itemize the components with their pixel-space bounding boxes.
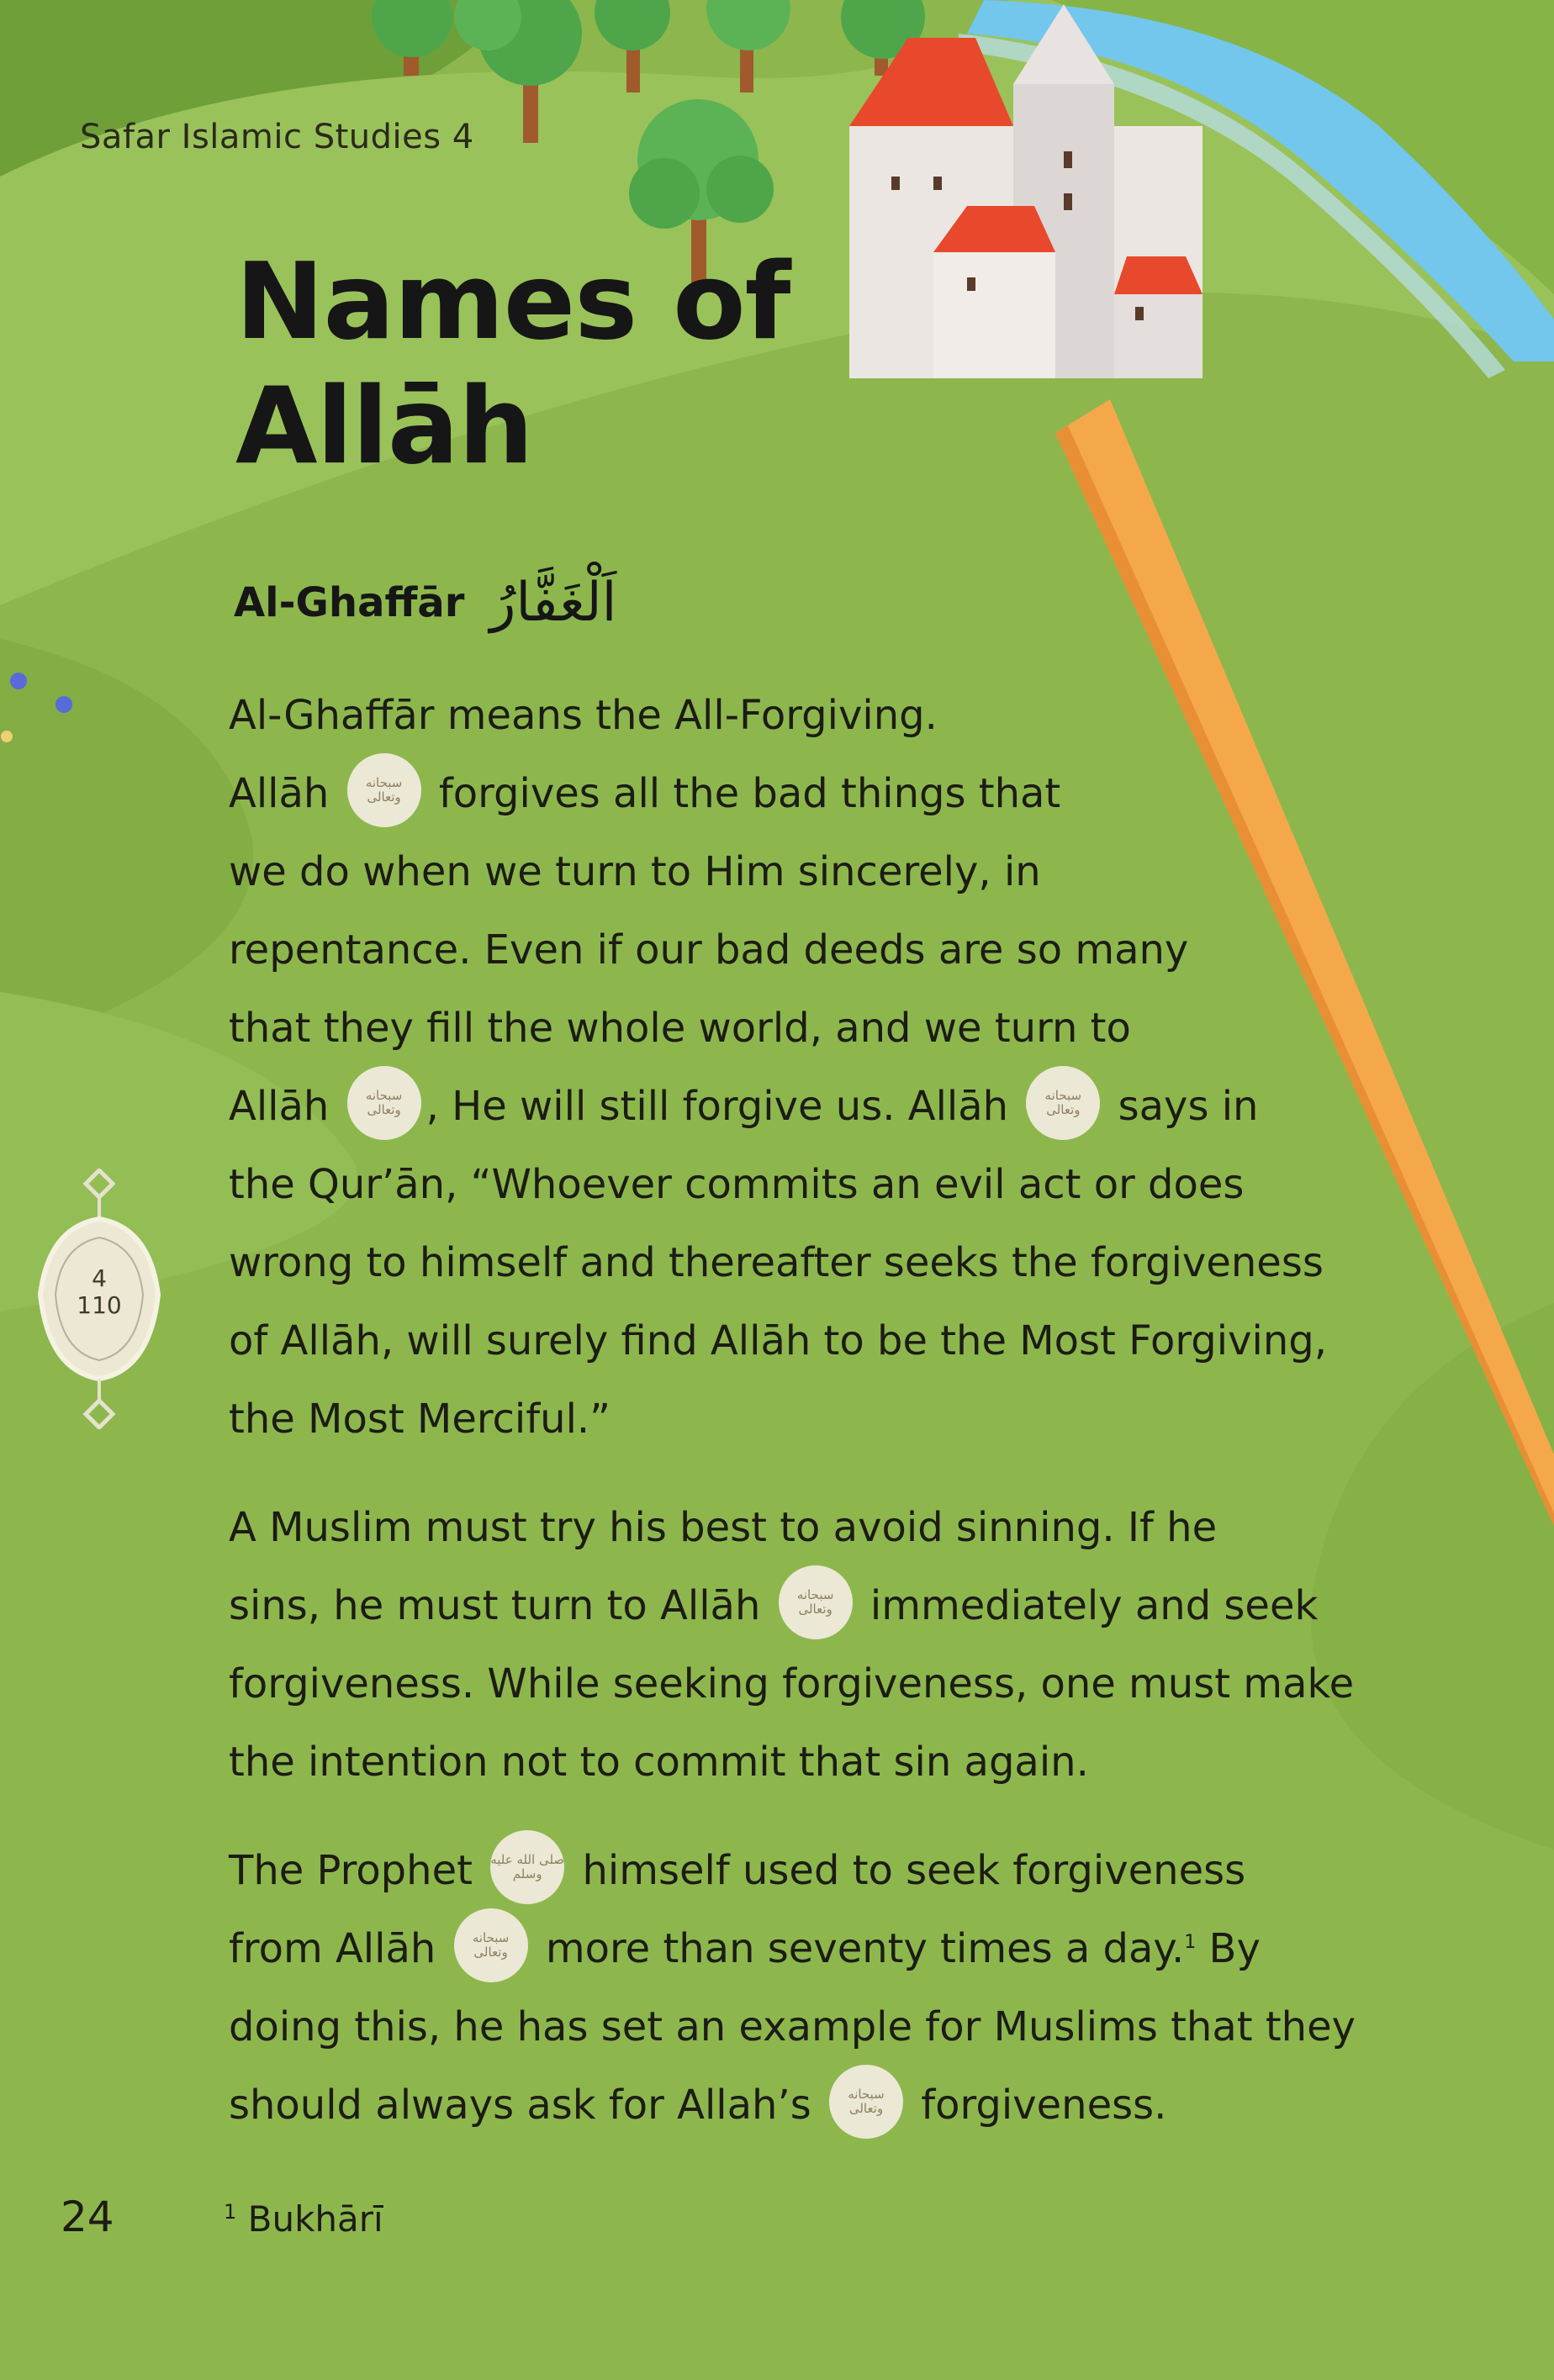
text-line: the intention not to commit that sin again. xyxy=(229,1739,1089,1786)
text-line: should always ask for Allah’s سبحانه وتعالى forgiveness. xyxy=(229,2066,1406,2145)
quran-reference xyxy=(49,1265,150,1319)
honorific-subhanahu-icon: سبحانه وتعالى xyxy=(779,1565,853,1639)
page-title xyxy=(235,240,824,488)
honorific-salla-icon: صلى الله عليه وسلم xyxy=(490,1830,564,1904)
text-line: Allāh سبحانه وتعالى forgives all the bad things that xyxy=(229,755,1406,833)
text-line: A Muslim must try his best to avoid sinning. If he xyxy=(229,1504,1218,1551)
honorific-subhanahu-icon: سبحانه وتعالى xyxy=(454,1908,528,1982)
page-title-line-2: Allāh xyxy=(235,364,533,488)
text-line: we do when we turn to Him sincerely, in xyxy=(229,848,1041,895)
honorific-subhanahu-icon: سبحانه وتعالى xyxy=(347,753,421,827)
text-line: that they fill the whole world, and we turn to xyxy=(229,1005,1131,1052)
name-transliteration: Al-Ghaffār xyxy=(234,579,465,626)
name-heading xyxy=(234,572,616,634)
footnote-text: Bukhārī xyxy=(247,2198,383,2240)
quran-reference-surah: 4 xyxy=(92,1264,107,1292)
text-line: wrong to himself and thereafter seeks the forgiveness xyxy=(229,1239,1324,1286)
text-line: of Allāh, will surely find Allāh to be the Most Forgiving, xyxy=(229,1317,1327,1364)
footnote-reference[interactable]: 1 xyxy=(1184,1932,1197,1953)
text-line: Allāh سبحانه وتعالى , He will still forgive us. Allāh سبحانه وتعالى says in xyxy=(229,1068,1406,1146)
quran-reference-ayah: 110 xyxy=(77,1291,122,1319)
text-line: forgiveness. While seeking forgiveness, one must make xyxy=(229,1660,1355,1707)
paragraph-2 xyxy=(229,1489,1406,1802)
honorific-subhanahu-icon: سبحانه وتعالى xyxy=(1026,1066,1100,1140)
text-line: Al-Ghaffār means the All-Forgiving. xyxy=(229,692,938,739)
text-line: the Qur’ān, “Whoever commits an evil act or does xyxy=(229,1161,1245,1208)
honorific-subhanahu-icon: سبحانه وتعالى xyxy=(347,1066,421,1140)
footnote xyxy=(224,2198,383,2240)
honorific-subhanahu-icon: سبحانه وتعالى xyxy=(829,2065,903,2139)
name-arabic: اَلْغَفَّارُ xyxy=(489,572,617,634)
text-line: repentance. Even if our bad deeds are so many xyxy=(229,926,1189,974)
text-line: doing this, he has set an example for Muslims that they xyxy=(229,2003,1356,2050)
body-text xyxy=(229,677,1406,2175)
series-title: Safar Islamic Studies 4 xyxy=(80,118,474,156)
text-line: The Prophet صلى الله عليه وسلم himself used to seek forgiveness xyxy=(229,1832,1406,1910)
text-line: the Most Merciful.” xyxy=(229,1396,611,1443)
paragraph-3 xyxy=(229,1832,1406,2145)
text-line: sins, he must turn to Allāh سبحانه وتعالى immediately and seek xyxy=(229,1567,1406,1645)
page-title-line-1: Names of xyxy=(235,240,790,363)
page-number: 24 xyxy=(61,2193,114,2241)
text-line: from Allāh سبحانه وتعالى more than seventy times a day.$^1$ By xyxy=(229,1910,1406,1988)
paragraph-1 xyxy=(229,677,1406,1459)
footnote-mark: 1 xyxy=(224,2200,237,2224)
